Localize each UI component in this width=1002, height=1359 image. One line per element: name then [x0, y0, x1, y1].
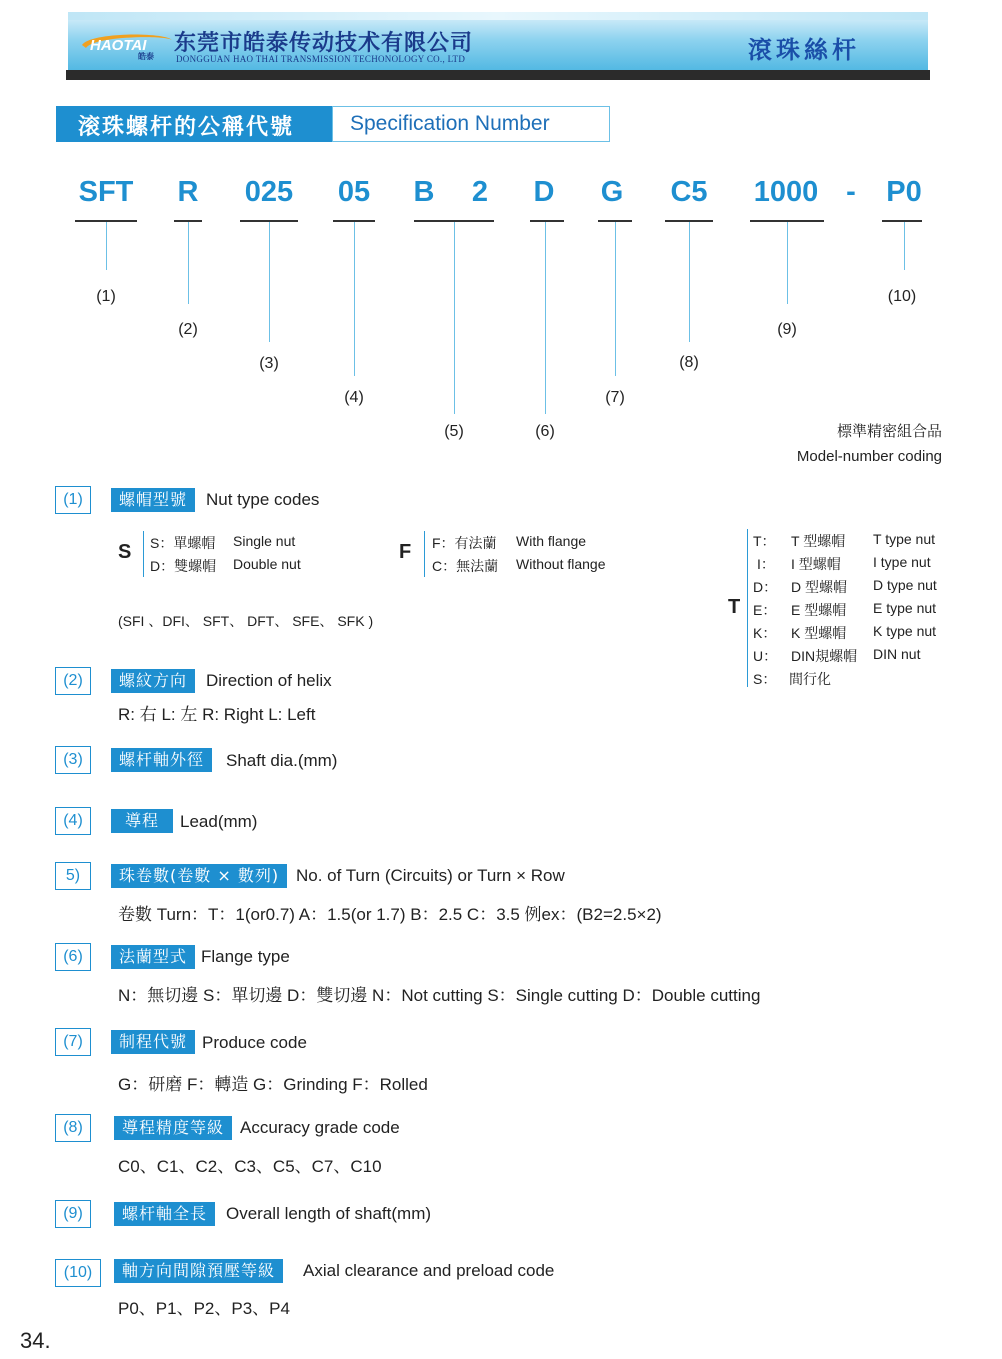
nut-t-en: DIN nut [873, 646, 921, 662]
index-label: (9) [777, 321, 797, 338]
item-detail: N：無切邊 S：單切邊 D：雙切邊 N：Not cutting S：Single cutting D：Double cutting [118, 986, 761, 1005]
nut-f-row1-en: With flange [516, 533, 587, 549]
nut-t-key: K： [753, 625, 777, 641]
item-tag: 導程 [111, 809, 173, 833]
code-part: P0 [886, 176, 922, 208]
company-logo [80, 30, 174, 60]
item-number: (4) [55, 807, 91, 835]
code-part: D [533, 176, 555, 208]
item-title-en: No. of Turn (Circuits) or Turn × Row [296, 866, 565, 885]
item-tag: 軸方向間隙預壓等級 [114, 1259, 283, 1283]
connector-line [615, 222, 616, 376]
code-part: G [600, 176, 624, 208]
item-title-en: Lead(mm) [180, 812, 258, 831]
nut-t-en: I type nut [873, 554, 931, 570]
item-detail: R: 右 L: 左 R: Right L: Left [118, 705, 316, 724]
nut-t-cn: E 型螺帽 [791, 602, 847, 618]
company-name-cn: 东莞市皓泰传动技术有限公司 [174, 31, 474, 56]
page-number: 34. [20, 1328, 51, 1353]
item-tag: 螺杆軸全長 [114, 1202, 215, 1226]
nut-series: (SFI 、DFI、 SFT、 DFT、 SFE、 SFK ) [118, 613, 374, 629]
section-title-en: Specification Number [332, 106, 610, 142]
product-title: 滾珠絲杆 [748, 36, 860, 64]
bracket-line [424, 531, 425, 577]
svg-text:皓泰: 皓泰 [138, 52, 154, 60]
note-en: Model-number coding [796, 448, 942, 465]
bracket-line [143, 531, 144, 577]
connector-line [904, 222, 905, 270]
nut-t-key: I： [757, 556, 775, 572]
code-part: C5 [670, 176, 708, 208]
connector-line [106, 222, 107, 270]
code-part: R [177, 176, 199, 208]
connector-line [354, 222, 355, 376]
nut-t-key: T： [753, 533, 776, 549]
item-tag: 導程精度等級 [114, 1116, 232, 1140]
item-tag: 螺帽型號 [111, 488, 195, 512]
banner-top-strip [68, 12, 928, 20]
nut-t-key: E： [753, 602, 777, 618]
nut-f-row1-cn: F：有法蘭 [432, 535, 497, 551]
banner-bottom-strip [66, 70, 930, 80]
section-title-cn: 滚珠螺杆的公稱代號 [56, 106, 332, 142]
nut-t-en: T type nut [873, 531, 936, 547]
code-underline [530, 220, 564, 222]
nut-t-cn: T 型螺帽 [791, 533, 846, 549]
item-detail: G：研磨 F：轉造 G：Grinding F：Rolled [118, 1075, 428, 1094]
nut-s-row2-cn: D：雙螺帽 [150, 558, 217, 574]
code-part: 2 [471, 176, 489, 208]
item-title-en: Direction of helix [206, 671, 332, 690]
nut-s-row1-cn: S：單螺帽 [150, 535, 216, 551]
item-title-en: Flange type [201, 947, 290, 966]
nut-t-en: D type nut [873, 577, 937, 593]
index-label: (3) [259, 355, 279, 372]
item-tag: 螺紋方向 [111, 669, 195, 693]
svg-text:HAOTAI: HAOTAI [90, 37, 147, 54]
nut-t-key: U： [753, 648, 778, 664]
connector-line [188, 222, 189, 304]
connector-line [454, 222, 455, 414]
nut-letter-t: T [728, 596, 741, 618]
index-label: (5) [444, 423, 464, 440]
connector-line [269, 222, 270, 342]
code-part: 1000 [753, 176, 819, 208]
code-part: 05 [337, 176, 371, 208]
nut-t-cn: 間行化 [789, 671, 831, 687]
nut-t-key: D： [753, 579, 778, 595]
index-label: (10) [887, 288, 917, 305]
item-title-en: Nut type codes [206, 490, 320, 509]
nut-f-row2-cn: C：無法蘭 [432, 558, 499, 574]
item-number: (7) [55, 1028, 91, 1056]
item-detail: P0、P1、P2、P3、P4 [118, 1299, 290, 1318]
item-title-en: Overall length of shaft(mm) [226, 1204, 432, 1223]
item-tag: 制程代號 [111, 1030, 195, 1054]
item-tag: 珠卷數(卷數 × 數列) [111, 864, 287, 888]
note-cn: 標準精密組合品 [836, 422, 942, 440]
connector-line [787, 222, 788, 304]
nut-t-cn: K 型螺帽 [791, 625, 847, 641]
item-tag: 法蘭型式 [111, 945, 195, 969]
nut-t-cn: I 型螺帽 [791, 556, 841, 572]
item-title-en: Accuracy grade code [240, 1118, 400, 1137]
item-detail: 卷數 Turn：T：1(or0.7) A：1.5(or 1.7) B：2.5 C：3.5 例ex：(B2=2.5×2) [118, 905, 662, 924]
company-name-en: DONGGUAN HAO THAI TRANSMISSION TECHONOLOGY CO., LTD [176, 54, 466, 64]
item-number: (2) [55, 667, 91, 695]
nut-t-en: K type nut [873, 623, 937, 639]
item-title-en: Axial clearance and preload code [303, 1261, 555, 1280]
nut-s-row2-en: Double nut [233, 556, 301, 572]
nut-t-en: E type nut [873, 600, 937, 616]
bracket-line [747, 529, 748, 687]
nut-s-row1-en: Single nut [233, 533, 296, 549]
code-part: B [413, 176, 435, 208]
item-number: (9) [55, 1200, 91, 1228]
item-number: (10) [55, 1259, 101, 1287]
index-label: (1) [96, 288, 116, 305]
index-label: (7) [605, 389, 625, 406]
code-part: SFT [78, 176, 134, 208]
nut-f-row2-en: Without flange [516, 556, 606, 572]
nut-t-cn: DIN規螺帽 [791, 648, 858, 664]
item-number: 5) [55, 862, 91, 890]
item-number: (6) [55, 943, 91, 971]
item-title-en: Produce code [202, 1033, 307, 1052]
nut-letter-s: S [118, 541, 132, 563]
index-label: (4) [344, 389, 364, 406]
nut-t-cn: D 型螺帽 [791, 579, 847, 595]
index-label: (2) [178, 321, 198, 338]
item-detail: C0、C1、C2、C3、C5、C7、C10 [118, 1157, 382, 1176]
item-number: (3) [55, 746, 91, 774]
nut-t-key: S： [753, 671, 777, 687]
item-tag: 螺杆軸外徑 [111, 748, 212, 772]
connector-line [545, 222, 546, 414]
connector-line [689, 222, 690, 342]
code-underline [882, 220, 922, 222]
index-label: (6) [535, 423, 555, 440]
code-separator: - [846, 176, 856, 208]
code-part: 025 [244, 176, 294, 208]
item-number: (8) [55, 1114, 91, 1142]
item-number: (1) [55, 486, 91, 514]
item-title-en: Shaft dia.(mm) [226, 751, 338, 770]
nut-letter-f: F [399, 541, 412, 563]
index-label: (8) [679, 354, 699, 371]
